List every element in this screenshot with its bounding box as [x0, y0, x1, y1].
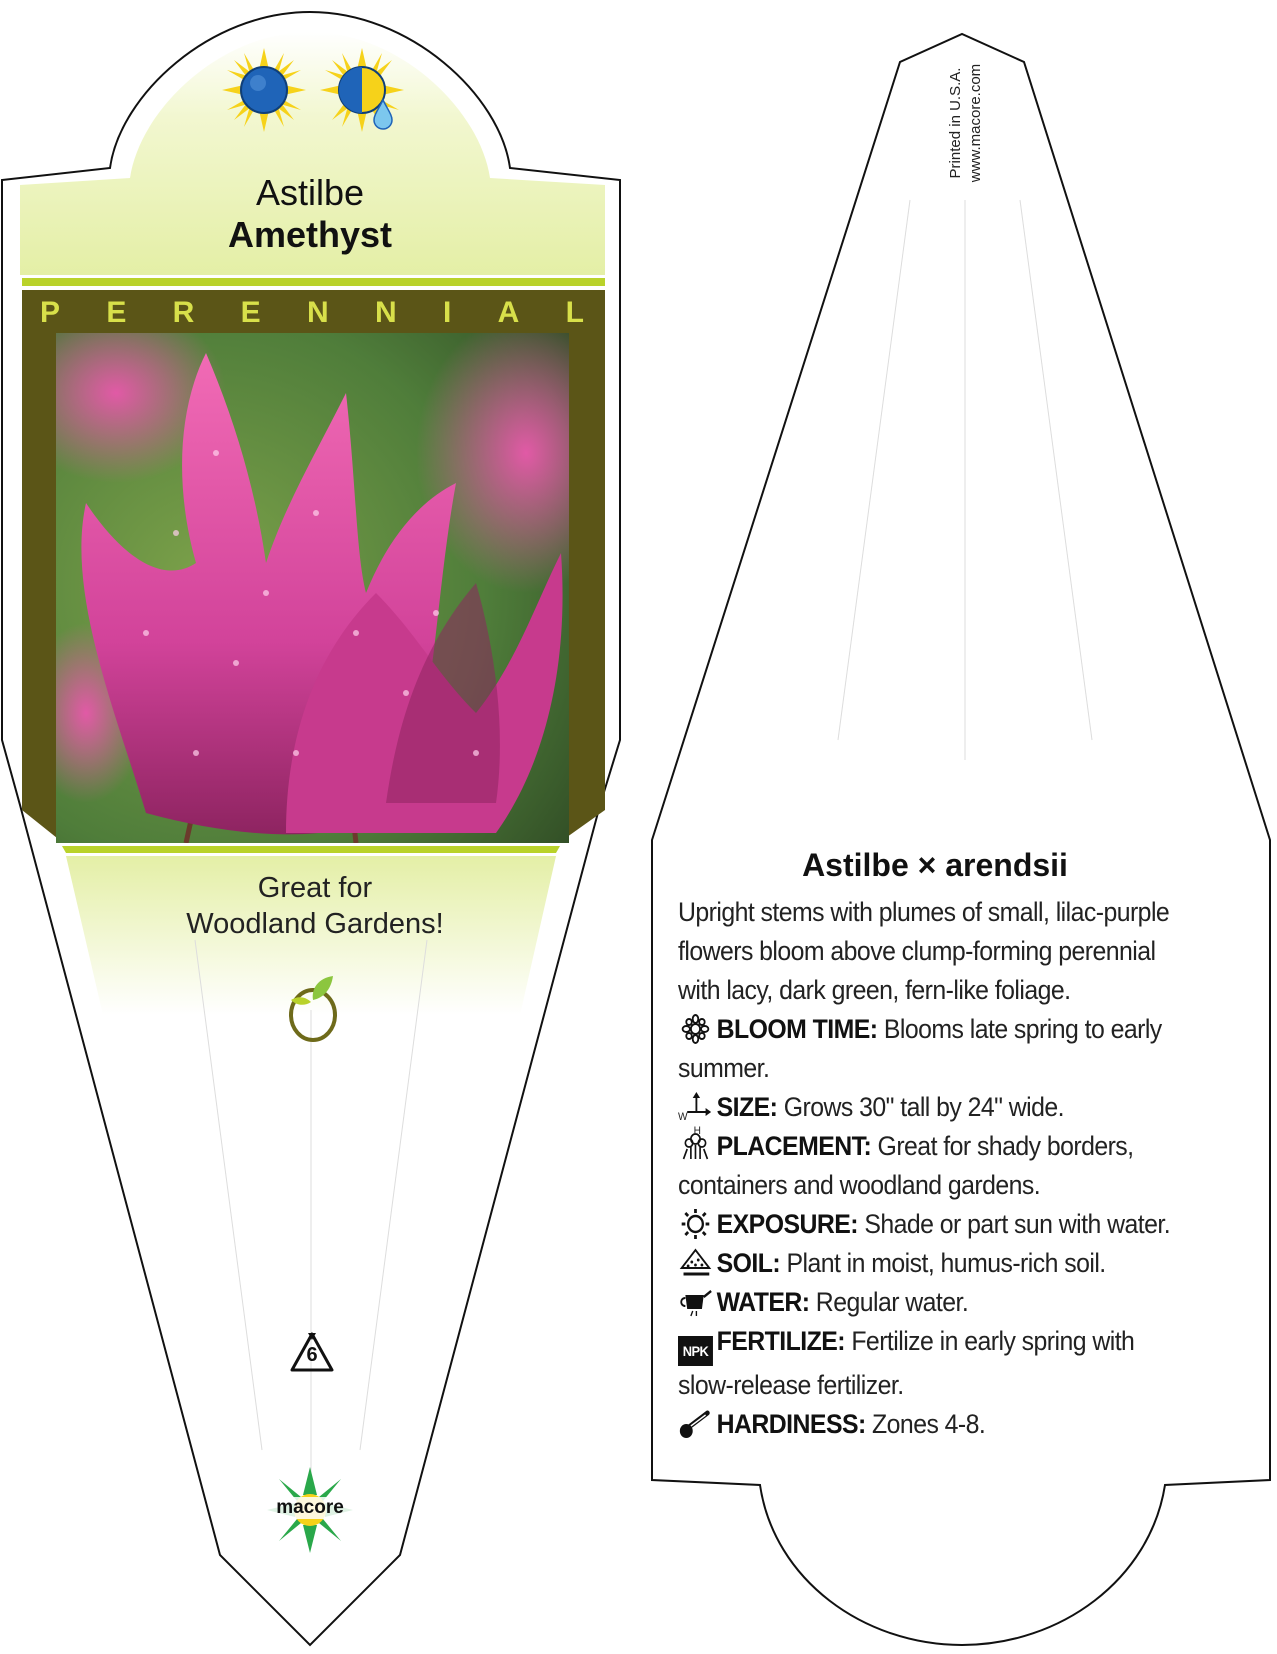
- care-row-exposure: EXPOSURE: Shade or part sun with water.: [678, 1205, 1193, 1244]
- care-row-hardiness: HARDINESS: Zones 4-8.: [678, 1405, 1193, 1444]
- category-letter: N: [306, 296, 331, 329]
- printed-info: [936, 48, 996, 218]
- category-letter: R: [172, 296, 197, 329]
- sun-outline-icon: [678, 1209, 713, 1239]
- watering-can-icon: [678, 1287, 713, 1317]
- category-letter: L: [565, 296, 586, 329]
- care-row-water: WATER: Regular water.: [678, 1283, 1193, 1322]
- category-letter: E: [240, 296, 263, 329]
- thermometer-icon: [678, 1409, 713, 1439]
- category-letter: E: [106, 296, 129, 329]
- category-letter: N: [374, 296, 399, 329]
- tagline-line: Woodland Gardens!: [186, 908, 444, 940]
- printed-country: Printed in U.S.A.: [947, 67, 964, 179]
- soil-icon: [678, 1248, 713, 1278]
- care-row-soil: SOIL: Plant in moist, humus-rich soil.: [678, 1244, 1193, 1283]
- npk-icon: NPK: [678, 1336, 713, 1366]
- flower-icon: [678, 1014, 713, 1044]
- care-row-placement: PLACEMENT: Great for shady borders, containers and woodland gardens.: [678, 1131, 1134, 1200]
- tagline-line: Great for: [257, 872, 373, 904]
- category-letter: I: [442, 296, 454, 329]
- brand-name: macore: [265, 1497, 355, 1519]
- recycle-number: 6: [306, 1344, 318, 1366]
- plant-cultivar: Amethyst: [227, 214, 393, 255]
- care-row-bloom: BLOOM TIME: Blooms late spring to early summer.: [678, 1014, 1162, 1083]
- printed-website: www.macore.com: [967, 63, 984, 183]
- category-letter: A: [497, 296, 522, 329]
- care-row-size: W H SIZE: Grows 30" tall by 24" wide.: [678, 1092, 1064, 1137]
- category-letter: P: [40, 296, 63, 329]
- plant-description: Upright stems with plumes of small, lilac-purple flowers bloom above clump-forming perennial with lacy, dark green, fern-like foliage.: [678, 897, 1170, 1005]
- plant-genus: Astilbe: [255, 172, 365, 213]
- botanical-name: Astilbe × arendsii: [802, 847, 1068, 883]
- size-arrows-icon: W H: [678, 1092, 713, 1122]
- care-info: [678, 893, 1193, 1444]
- care-row-fertilize: NPK FERTILIZE: Fertilize in early spring with slow-release fertilizer.: [678, 1326, 1135, 1400]
